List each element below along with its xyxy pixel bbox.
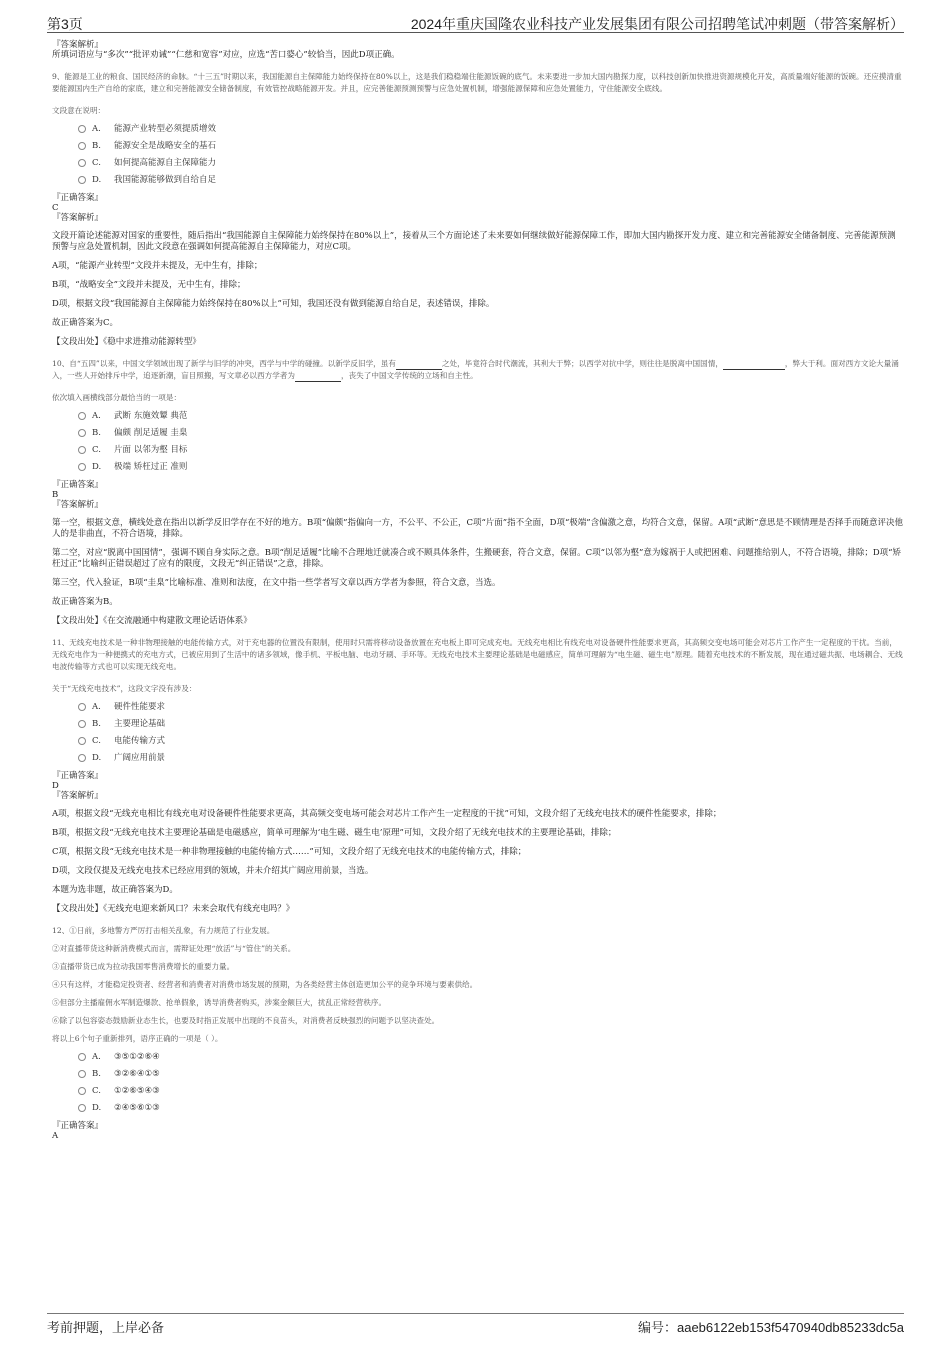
option-c[interactable]: C. ①②⑥⑤④③ xyxy=(78,1083,904,1100)
option-c[interactable]: C. 如何提高能源自主保障能力 xyxy=(78,155,904,172)
question-stem: 11、无线充电技术是一种非物理接触的电能传输方式，对于充电器的位置没有限制，使用时只需将移动设备放置在充电板上即可完成充电。无线充电相比有线充电对设备硬件性能要求更高，其高频交变电场可能会对芯片工作产生一定程度的干扰。当前，无线充电作为一种便携式的充电方式，已被应用到了生活中的诸多领域，像手机、平板电脑、电动牙刷、手环等。无线充电技术主要理论基础是电磁感应，简单可理解为“电生磁、磁生电”原理。随着充电技术的不断发展，现在通过磁共振、电场耦合、无线电波传输等方式也可以实现无线充电。 xyxy=(52,638,903,671)
option-a[interactable]: A. 能源产业转型必须提质增效 xyxy=(78,121,904,138)
sentence-item: ④只有这样，才能稳定投资者、经营者和消费者对消费市场发展的预期，为各类经营主体创造更加公平的竞争环境与要素供给。 xyxy=(52,980,478,989)
correct-answer-tag: 『正确答案』 xyxy=(52,480,104,490)
sentence-item: ③直播带货已成为拉动我国零售消费增长的重要力量。 xyxy=(52,962,235,971)
radio-icon[interactable] xyxy=(78,159,86,167)
radio-icon[interactable] xyxy=(78,703,86,711)
analysis-paragraph: B项，“战略安全”文段并未提及，无中生有，排除； xyxy=(52,280,246,290)
fill-blank xyxy=(396,361,442,370)
question-prompt: 关于“无线充电技术”，这段文字没有涉及： xyxy=(52,684,197,693)
page-footer xyxy=(47,1313,904,1334)
fill-blank xyxy=(295,373,341,382)
option-d[interactable]: D. 我国能源能够做到自给自足 xyxy=(78,172,904,189)
radio-icon[interactable] xyxy=(78,446,86,454)
option-a[interactable]: A. ③⑤①②⑥④ xyxy=(78,1049,904,1066)
analysis-paragraph: A项，“能源产业转型”文段并未提及，无中生有，排除； xyxy=(52,261,263,271)
analysis-paragraph: D项，根据文段“我国能源自主保障能力始终保持在80%以上”可知，我国还没有做到能源自给自足，表述错误，排除。 xyxy=(52,299,495,309)
analysis-paragraph: A项，根据文段“无线充电相比有线充电对设备硬件性能要求更高，其高频交变电场可能会对芯片工作产生一定程度的干扰”可知，文段介绍了无线充电技术的硬件性能要求，排除； xyxy=(52,809,722,819)
radio-icon[interactable] xyxy=(78,429,86,437)
answer-analysis-text: 所填词语应与“多次”“批评劝诫”“仁慈和宽容”对应，应选“苦口婆心”较恰当，因此D项正确。 xyxy=(52,50,400,60)
analysis-paragraph: 故正确答案为B。 xyxy=(52,597,118,607)
option-b[interactable]: B. ③②⑥④①⑤ xyxy=(78,1066,904,1083)
answer-analysis-tag: 『答案解析』 xyxy=(52,40,104,50)
question-prompt: 依次填入画横线部分最恰当的一项是： xyxy=(52,393,182,402)
radio-icon[interactable] xyxy=(78,463,86,471)
source-note: 【文段出处】《稳中求进推动能源转型》 xyxy=(52,337,201,347)
sentence-item: ⑥除了以包容姿态鼓励新业态生长，也要及时指正发展中出现的不良苗头，对消费者反映强烈的问题予以坚决查处。 xyxy=(52,1016,440,1025)
source-note: 【文段出处】《在交流融通中构建散文理论话语体系》 xyxy=(52,616,252,626)
question-stem: 12、①日前，多地警方严厉打击相关乱象，有力规范了行业发展。 xyxy=(52,926,275,935)
question-10 xyxy=(52,358,904,627)
options-list xyxy=(78,1049,904,1117)
analysis-paragraph: 故正确答案为C。 xyxy=(52,318,119,328)
option-d[interactable]: D. ②④⑤⑥①③ xyxy=(78,1100,904,1117)
question-stem: 10、自“五四”以来，中国文学领域出现了新学与旧学的冲突，西学与中学的碰撞。以新学反旧学，虽有 之处，毕竟符合时代潮流，其利大于弊；以西学对抗中学，则往往是脱离中国国情， ，弊大于利。面对西方文论大量涌入，一些人开始排斥中学，追逐新潮，盲目照搬，写文章必以西方学者为 ，丧失了中国文学传统的立场和自主性。 xyxy=(52,359,899,380)
question-12 xyxy=(52,925,904,1141)
page-content xyxy=(52,40,904,1141)
radio-icon[interactable] xyxy=(78,1087,86,1095)
radio-icon[interactable] xyxy=(78,142,86,150)
radio-icon[interactable] xyxy=(78,1070,86,1078)
options-list xyxy=(78,408,904,476)
analysis-paragraph: 第一空，根据文意，横线处意在指出以新学反旧学存在不好的地方。B项“偏颇”指偏向一方，不公平、不公正，C项“片面”指不全面，D项“极端”含偏激之意，均符合文意，保留。A项“武断”意思是不顾情理是否择手而随意评决他人的是非曲直，不符合语境，排除。 xyxy=(52,518,903,539)
radio-icon[interactable] xyxy=(78,1104,86,1112)
option-c[interactable]: C. 片面 以邻为壑 目标 xyxy=(78,442,904,459)
radio-icon[interactable] xyxy=(78,737,86,745)
question-11 xyxy=(52,637,904,915)
correct-answer: A xyxy=(52,1131,59,1141)
option-b[interactable]: B. 主要理论基础 xyxy=(78,716,904,733)
analysis-paragraph: D项，文段仅提及无线充电技术已经应用到的领域，并未介绍其广阔应用前景，当选。 xyxy=(52,866,374,876)
correct-answer-tag: 『正确答案』 xyxy=(52,771,104,781)
question-prompt: 将以上6个句子重新排列，语序正确的一项是（ ）。 xyxy=(52,1034,223,1043)
radio-icon[interactable] xyxy=(78,1053,86,1061)
footer-slogan: 考前押题，上岸必备 xyxy=(47,1320,165,1335)
correct-answer: B xyxy=(52,490,59,500)
question-prompt: 文段意在说明： xyxy=(52,106,106,115)
question-stem: 9、能源是工业的粮食、国民经济的命脉。“十三五”时期以来，我国能源自主保障能力始终保持在80%以上，这是我们稳稳端住能源饭碗的底气。未来要进一步加大国内勘探力度，以科技创新加快推进资源规模化开发，高质量端好能源的饭碗。还应摸清重要能源国内生产自给的家底，建立和完善能源安全储备制度，有效管控战略能源开发。并且，应完善能源预测预警与应急处置机制，增强能源保障和应急处置能力，守住能源安全底线。 xyxy=(52,72,902,93)
answer-analysis-tag: 『答案解析』 xyxy=(52,500,104,510)
option-b[interactable]: B. 偏颇 削足适履 圭臬 xyxy=(78,425,904,442)
options-list xyxy=(78,121,904,189)
correct-answer-tag: 『正确答案』 xyxy=(52,193,104,203)
option-d[interactable]: D. 极端 矫枉过正 准则 xyxy=(78,459,904,476)
correct-answer-tag: 『正确答案』 xyxy=(52,1121,104,1131)
document-id: 编号：aaeb6122eb153f5470940db85233dc5a xyxy=(637,1320,904,1335)
option-b[interactable]: B. 能源安全是战略安全的基石 xyxy=(78,138,904,155)
analysis-paragraph: 第二空，对应“脱离中国国情”，强调不顾自身实际之意。B项“削足适履”比喻不合理地迁就凑合或不顾具体条件，生搬硬套，符合文意，保留。C项“以邻为壑”意为嫁祸于人或把困难、问题推给别人，不符合语境，排除；D项“矫枉过正”比喻纠正错误超过了应有的限度，文段无“纠正错误”之意，排除。 xyxy=(52,548,901,569)
answer-analysis-tag: 『答案解析』 xyxy=(52,791,104,801)
fill-blank xyxy=(723,361,785,370)
sentence-item: ⑤但部分主播雇佣水军制造爆款、抢单假象，诱导消费者购买，涉案金额巨大，扰乱正常经营秩序。 xyxy=(52,998,387,1007)
option-a[interactable]: A. 武断 东施效颦 典范 xyxy=(78,408,904,425)
source-note: 【文段出处】《无线充电迎来新风口？未来会取代有线充电吗？》 xyxy=(52,904,295,914)
answer-analysis-tag: 『答案解析』 xyxy=(52,213,104,223)
analysis-paragraph: 本题为选非题，故正确答案为D。 xyxy=(52,885,178,895)
correct-answer: C xyxy=(52,203,59,213)
option-a[interactable]: A. 硬件性能要求 xyxy=(78,699,904,716)
page-number: 第3页 xyxy=(47,16,83,32)
radio-icon[interactable] xyxy=(78,412,86,420)
analysis-paragraph: 第三空，代入验证，B项“圭臬”比喻标准、准则和法度，在文中指一些学者写文章以西方学者为参照，符合文意，当选。 xyxy=(52,578,501,588)
radio-icon[interactable] xyxy=(78,754,86,762)
analysis-paragraph: C项，根据文段“无线充电技术是一种非物理接触的电能传输方式……”可知，文段介绍了无线充电技术的电能传输方式，排除； xyxy=(52,847,527,857)
document-title: 2024年重庆国隆农业科技产业发展集团有限公司招聘笔试冲刺题（带答案解析） xyxy=(410,16,904,32)
option-c[interactable]: C. 电能传输方式 xyxy=(78,733,904,750)
radio-icon[interactable] xyxy=(78,125,86,133)
sentence-item: ②对直播带货这种新消费模式而言，需辩证处理“放活”与“管住”的关系。 xyxy=(52,944,296,953)
radio-icon[interactable] xyxy=(78,176,86,184)
option-d[interactable]: D. 广阔应用前景 xyxy=(78,750,904,767)
analysis-paragraph: B项，根据文段“无线充电技术主要理论基础是电磁感应，简单可理解为‘电生磁、磁生电’原理”可知，文段介绍了无线充电技术的主要理论基础，排除； xyxy=(52,828,617,838)
radio-icon[interactable] xyxy=(78,720,86,728)
correct-answer: D xyxy=(52,781,59,791)
options-list xyxy=(78,699,904,767)
page-header xyxy=(47,12,904,33)
question-9 xyxy=(52,71,904,348)
analysis-paragraph: 文段开篇论述能源对国家的重要性，随后指出“我国能源自主保障能力始终保持在80%以上”，接着从三个方面论述了未来要如何继续做好能源保障工作，即加大国内勘探开发力度、建立和完善能源安全储备制度、完善能源预测预警与应急处置机制，因此文段意在强调如何提高能源自主保障能力，对应C项。 xyxy=(52,231,896,252)
